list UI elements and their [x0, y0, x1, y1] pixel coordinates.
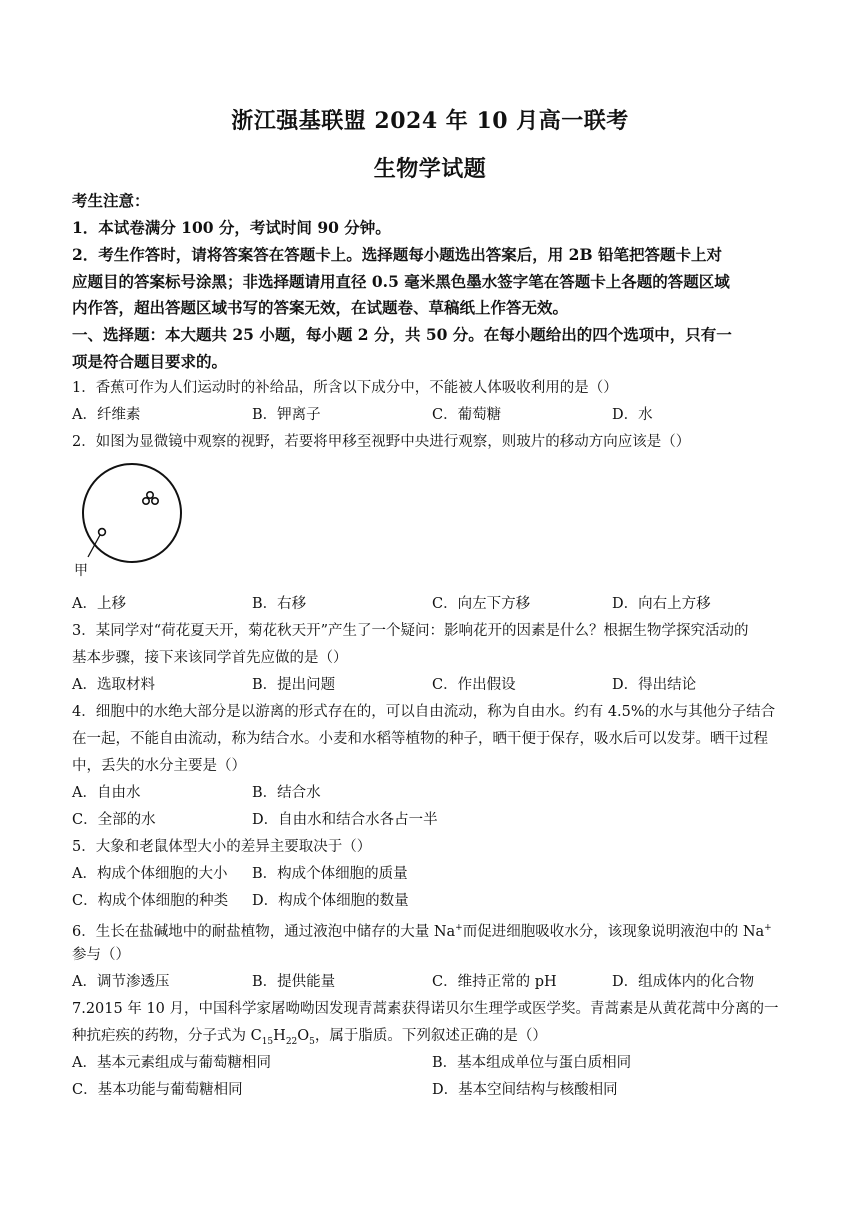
- field-of-view-circle: [83, 464, 181, 562]
- question-1-option-b: B．钾离子: [252, 407, 321, 423]
- question-1-option-a: A．纤维素: [72, 407, 141, 423]
- question-3-option-b: B．提出问题: [252, 677, 336, 693]
- question-7-option-b: B．基本组成单位与蛋白质相同: [432, 1055, 632, 1071]
- question-7-stem-part-a: 种抗疟疾的药物，分子式为 C: [72, 1028, 262, 1044]
- question-2-stem: 2．如图为显微镜中观察的视野，若要将甲移至视野中央进行观察，则玻片的移动方向应该是（）: [72, 434, 691, 450]
- question-4-stem-line-2: 在一起，不能自由流动，称为结合水。小麦和水稻等植物的种子，晒干便于保存，吸水后可以发芽。晒干过程: [72, 731, 768, 747]
- question-2-option-a: A．上移: [72, 596, 126, 612]
- section-heading-line-1: 一、选择题：本大题共 25 小题，每小题 2 分，共 50 分。在每小题给出的四个选项中，只有一: [72, 325, 732, 344]
- notice-heading: 考生注意：: [72, 191, 150, 210]
- question-3-stem-line-1: 3．某同学对“荷花夏天开，菊花秋天开”产生了一个疑问：影响花开的因素是什么？根据生物学探究活动的: [72, 623, 749, 639]
- question-6-stem-part-b: 而促进细胞吸收水分，该现象说明液泡中的 Na: [462, 923, 765, 940]
- question-5-option-c: C．构成个体细胞的种类: [72, 893, 229, 909]
- microscope-field-figure: [70, 459, 190, 583]
- question-5-stem: 5．大象和老鼠体型大小的差异主要取决于（）: [72, 839, 372, 855]
- formula-o: O: [297, 1028, 310, 1044]
- question-5-option-d: D．构成个体细胞的数量: [252, 893, 409, 909]
- cell-cluster-dot: [143, 498, 149, 504]
- question-7-stem-part-b: ，属于脂质。下列叙述正确的是（）: [314, 1028, 547, 1044]
- superscript-plus: +: [764, 923, 772, 933]
- question-1-option-d: D．水: [612, 407, 653, 423]
- question-6-stem-part-a: 6．生长在盐碱地中的耐盐植物，通过液泡中储存的大量 Na: [72, 923, 456, 940]
- question-1-stem: 1．香蕉可作为人们运动时的补给品，所含以下成分中，不能被人体吸收利用的是（）: [72, 380, 618, 396]
- question-4-stem-line-3: 中，丢失的水分主要是（）: [72, 758, 246, 774]
- question-4-option-a: A．自由水: [72, 785, 141, 801]
- question-4-option-c: C．全部的水: [72, 812, 156, 828]
- question-5-option-b: B．构成个体细胞的质量: [252, 866, 408, 882]
- question-6-stem-line-2: 参与（）: [72, 947, 130, 963]
- question-7-stem-line-1: 7.2015 年 10 月，中国科学家屠呦呦因发现青蒿素获得诺贝尔生理学或医学奖。青蒿素是从黄花蒿中分离的一: [72, 1001, 779, 1017]
- section-heading-line-2: 项是符合题目要求的。: [72, 352, 228, 371]
- formula-h: H: [273, 1028, 286, 1044]
- superscript-plus: +: [455, 923, 463, 933]
- question-4-option-d: D．自由水和结合水各占一半: [252, 812, 438, 828]
- notice-item-1: 1．本试卷满分 100 分，考试时间 90 分钟。: [72, 218, 391, 237]
- target-jia-circle: [99, 529, 106, 536]
- exam-title: 浙江强基联盟 2024 年 10 月高一联考: [231, 108, 629, 134]
- exam-subtitle: 生物学试题: [373, 156, 487, 182]
- question-1-option-c: C．葡萄糖: [432, 407, 502, 423]
- figure-label-jia: 甲: [74, 563, 88, 579]
- question-3-stem-line-2: 基本步骤，接下来该同学首先应做的是（）: [72, 650, 348, 666]
- cell-cluster-dot: [152, 498, 158, 504]
- notice-item-2-line-2: 应题目的答案标号涂黑；非选择题请用直径 0.5 毫米黑色墨水签字笔在答题卡上各题的答题区域: [72, 272, 730, 291]
- cell-cluster-dot: [147, 492, 153, 498]
- question-3-option-d: D．得出结论: [612, 677, 697, 693]
- subscript: 22: [285, 1036, 298, 1047]
- subscript: 5: [309, 1036, 315, 1047]
- question-4-option-b: B．结合水: [252, 785, 321, 801]
- question-7-option-c: C．基本功能与葡萄糖相同: [72, 1082, 243, 1098]
- question-5-option-a: A．构成个体细胞的大小: [72, 866, 228, 882]
- question-3-option-c: C．作出假设: [432, 677, 516, 693]
- question-7-stem-line-2: [72, 1026, 792, 1052]
- question-2-option-b: B．右移: [252, 596, 307, 612]
- notice-item-2-line-3: 内作答，超出答题区域书写的答案无效，在试题卷、草稿纸上作答无效。: [72, 298, 569, 317]
- question-4-stem-line-1: 4．细胞中的水绝大部分是以游离的形式存在的，可以自由流动，称为自由水。约有 4.5%的水与其他分子结合: [72, 704, 776, 720]
- question-7-option-d: D．基本空间结构与核酸相同: [432, 1082, 618, 1098]
- question-2-option-d: D．向右上方移: [612, 596, 711, 612]
- question-3-option-a: A．选取材料: [72, 677, 155, 693]
- question-6-stem-line-1: [72, 918, 792, 942]
- notice-item-2-line-1: 2．考生作答时，请将答案答在答题卡上。选择题每小题选出答案后，用 2B 铅笔把答题卡上对: [72, 245, 722, 264]
- question-6-option-c: C．维持正常的 pH: [432, 974, 557, 990]
- question-7-option-a: A．基本元素组成与葡萄糖相同: [72, 1055, 271, 1071]
- question-6-option-a: A．调节渗透压: [72, 974, 170, 990]
- question-6-option-b: B．提供能量: [252, 974, 336, 990]
- question-6-option-d: D．组成体内的化合物: [612, 974, 755, 990]
- subscript: 15: [261, 1036, 274, 1047]
- question-2-option-c: C．向左下方移: [432, 596, 531, 612]
